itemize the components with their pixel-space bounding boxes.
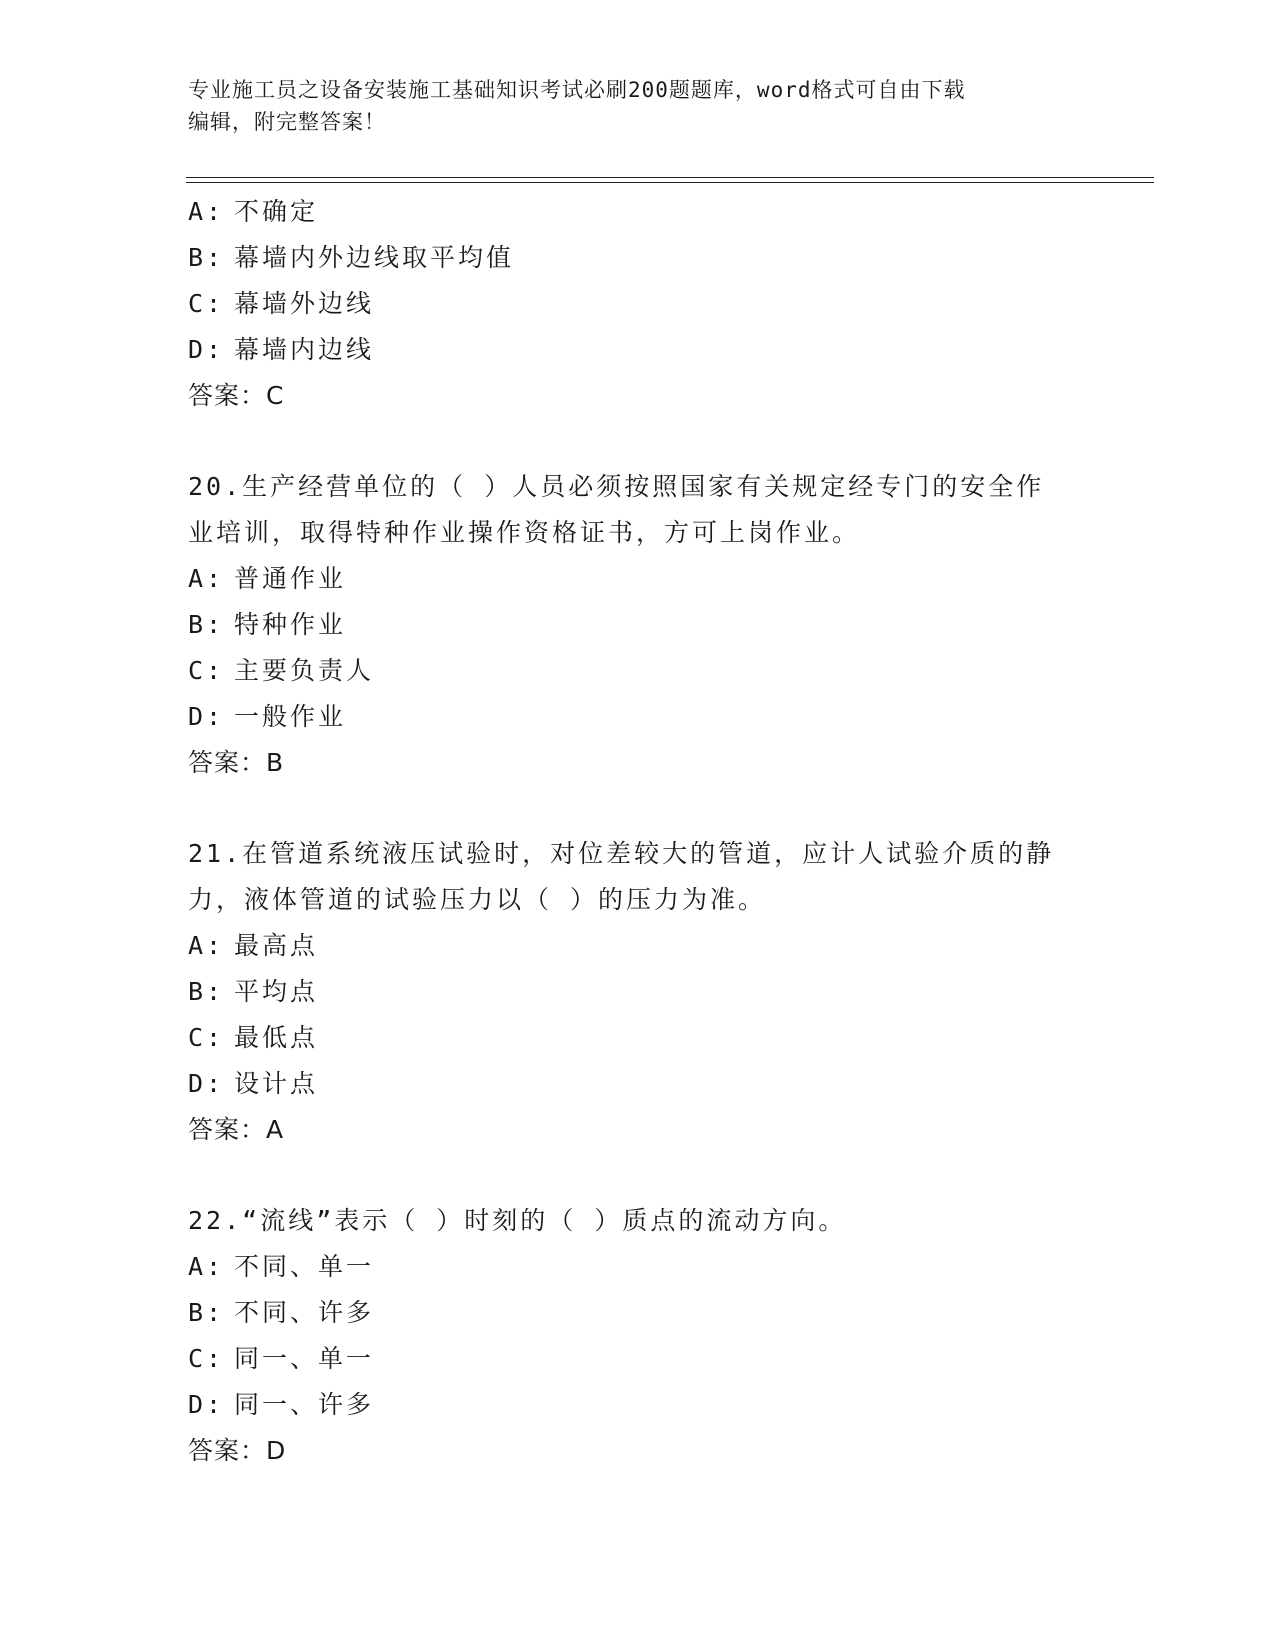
question-text-line: 22.“流线”表示（ ）时刻的（ ）质点的流动方向。 xyxy=(188,1206,847,1235)
option-b: B: 特种作业 xyxy=(188,610,347,639)
option-a: A: 普通作业 xyxy=(188,564,347,593)
question-21 xyxy=(188,831,1088,1153)
option-c: C: 最低点 xyxy=(188,1023,319,1052)
header-title-line-2: 编辑，附完整答案！ xyxy=(188,110,386,134)
question-text-line: 20.生产经营单位的（ ）人员必须按照国家有关规定经专门的安全作 xyxy=(188,472,1045,501)
answer-line: 答案：C xyxy=(188,381,285,410)
question-20 xyxy=(188,464,1088,786)
question-22 xyxy=(188,1198,1088,1474)
question-text-line: 21.在管道系统液压试验时，对位差较大的管道，应计人试验介质的静 xyxy=(188,839,1055,868)
header-title-line-1: 专业施工员之设备安装施工基础知识考试必刷200题题库，word格式可自由下载 xyxy=(188,78,966,102)
option-c: C: 幕墙外边线 xyxy=(188,289,375,318)
option-a: A: 最高点 xyxy=(188,931,319,960)
answer-line: 答案：A xyxy=(188,1115,285,1144)
document-header xyxy=(188,74,1088,138)
question-text-line: 力，液体管道的试验压力以（ ）的压力为准。 xyxy=(188,885,767,914)
header-divider-bottom xyxy=(186,182,1154,183)
option-a: A: 不同、单一 xyxy=(188,1252,375,1281)
answer-line: 答案：D xyxy=(188,1436,287,1465)
option-b: B: 不同、许多 xyxy=(188,1298,375,1327)
option-a: A: 不确定 xyxy=(188,197,319,226)
option-c: C: 同一、单一 xyxy=(188,1344,375,1373)
option-b: B: 幕墙内外边线取平均值 xyxy=(188,243,515,272)
option-b: B: 平均点 xyxy=(188,977,319,1006)
option-d: D: 设计点 xyxy=(188,1069,319,1098)
question-19-continuation xyxy=(188,189,1088,419)
header-divider-top xyxy=(186,177,1154,178)
question-text-line: 业培训，取得特种作业操作资格证书，方可上岗作业。 xyxy=(188,518,861,547)
document-body xyxy=(188,189,1088,1474)
option-d: D: 幕墙内边线 xyxy=(188,335,375,364)
option-c: C: 主要负责人 xyxy=(188,656,375,685)
answer-line: 答案：B xyxy=(188,748,285,777)
option-d: D: 同一、许多 xyxy=(188,1390,375,1419)
option-d: D: 一般作业 xyxy=(188,702,347,731)
